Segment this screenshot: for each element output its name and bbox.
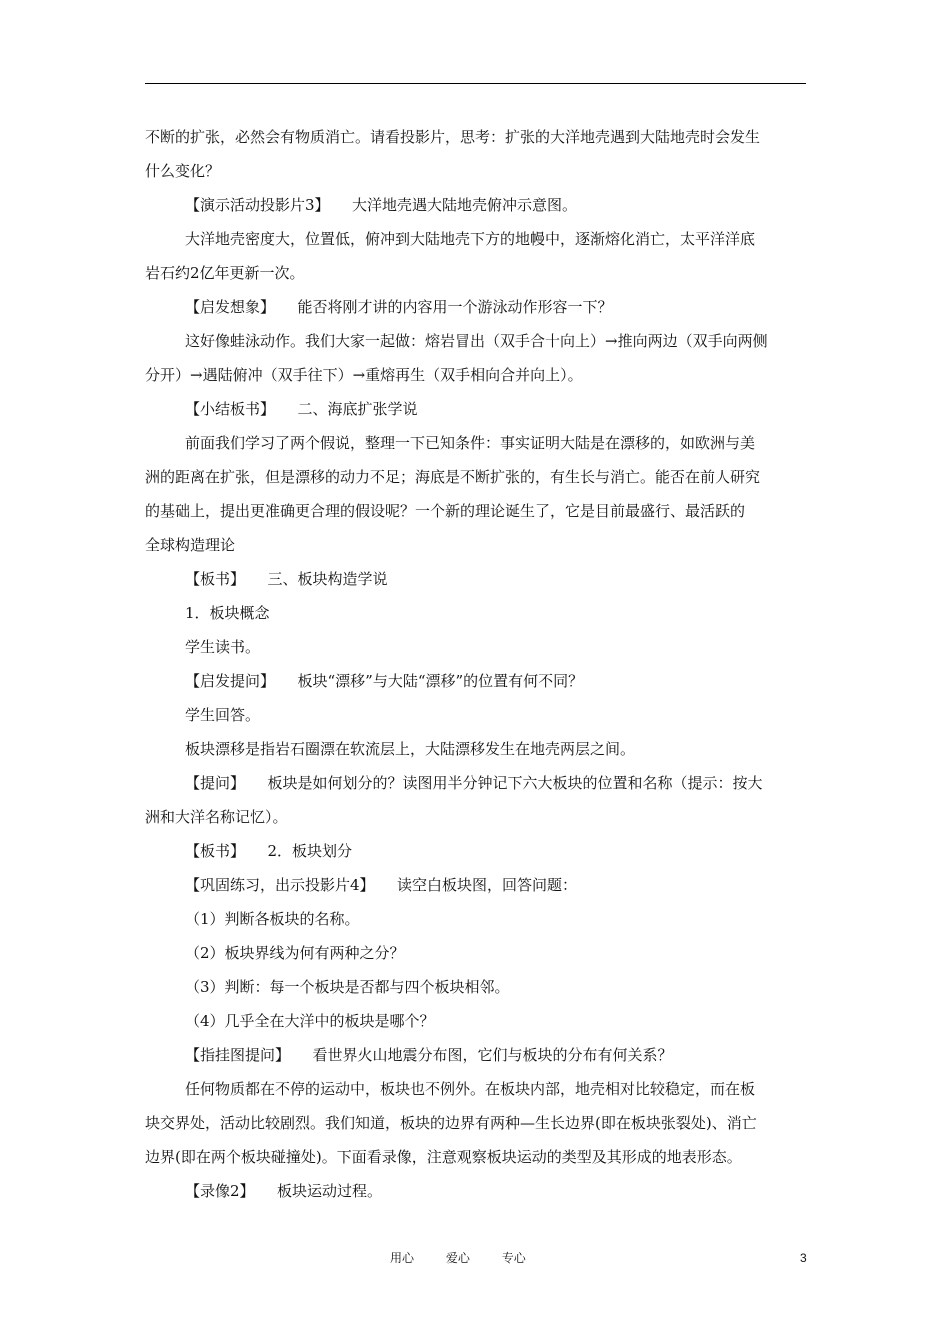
text-line: （1）判断各板块的名称。 [185, 910, 360, 928]
text-line: 【演示活动投影片3】 大洋地壳遇大陆地壳俯冲示意图。 [185, 196, 578, 214]
text-line: 不断的扩张，必然会有物质消亡。请看投影片，思考：扩张的大洋地壳遇到大陆地壳时会发生 [145, 128, 761, 146]
text-line: 【巩固练习，出示投影片4】 读空白板块图，回答问题： [185, 876, 578, 894]
text-line: 这好像蛙泳动作。我们大家一起做：熔岩冒出（双手合十向上）→推向两边（双手向两侧 [185, 332, 768, 350]
text-line: 【启发提问】 板块“漂移”与大陆“漂移”的位置有何不同？ [185, 672, 584, 690]
header-rule [145, 83, 806, 84]
text-line: 【板书】 2．板块划分 [185, 842, 353, 860]
motto-word: 专心 [501, 1251, 526, 1265]
text-line: 任何物质都在不停的运动中，板块也不例外。在板块内部，地壳相对比较稳定，而在板 [185, 1080, 756, 1098]
text-line: 边界(即在两个板块碰撞处)。下面看录像，注意观察板块运动的类型及其形成的地表形态。 [145, 1148, 742, 1166]
text-line: 的基础上，提出更准确更合理的假设呢？一个新的理论诞生了，它是目前最盛行、最活跃的 [145, 502, 746, 520]
text-line: 学生回答。 [185, 706, 261, 724]
text-line: （2）板块界线为何有两种之分？ [185, 944, 405, 962]
motto-word: 用心 [390, 1251, 415, 1265]
text-line: 【启发想象】 能否将刚才讲的内容用一个游泳动作形容一下？ [185, 298, 613, 316]
text-line: 洲和大洋名称记忆）。 [145, 808, 288, 826]
text-line: 洲的距离在扩张，但是漂移的动力不足；海底是不断扩张的，有生长与消亡。能否在前人研究 [145, 468, 761, 486]
text-line: （3）判断：每一个板块是否都与四个板块相邻。 [185, 978, 510, 996]
text-line: 板块漂移是指岩石圈漂在软流层上，大陆漂移发生在地壳两层之间。 [185, 740, 636, 758]
text-line: 全球构造理论 [145, 536, 236, 554]
text-line: 岩石约2亿年更新一次。 [145, 264, 305, 282]
text-line: 大洋地壳密度大，位置低，俯冲到大陆地壳下方的地幔中，逐渐熔化消亡，太平洋洋底 [185, 230, 756, 248]
text-line: 块交界处，活动比较剧烈。我们知道，板块的边界有两种—生长边界(即在板块张裂处)、消亡 [145, 1114, 757, 1132]
text-line: 分开）→遇陆俯冲（双手往下）→重熔再生（双手相向合并向上）。 [145, 366, 583, 384]
text-line: 【板书】 三、板块构造学说 [185, 570, 388, 588]
text-line: 【提问】 板块是如何划分的？读图用半分钟记下六大板块的位置和名称（提示：按大 [185, 774, 763, 792]
document-body [145, 120, 806, 1208]
text-line: 【录像2】 板块运动过程。 [185, 1182, 383, 1200]
text-line: 1．板块概念 [185, 604, 270, 622]
text-line: 【指挂图提问】 看世界火山地震分布图，它们与板块的分布有何关系？ [185, 1046, 673, 1064]
text-line: 什么变化？ [145, 162, 221, 180]
page-footer [0, 1248, 950, 1268]
motto-word: 爱心 [445, 1251, 470, 1265]
footer-motto [390, 1248, 554, 1268]
text-line: 前面我们学习了两个假说，整理一下已知条件：事实证明大陆是在漂移的，如欧洲与美 [185, 434, 756, 452]
text-line: 学生读书。 [185, 638, 261, 656]
text-line: 【小结板书】 二、海底扩张学说 [185, 400, 418, 418]
text-line: （4）几乎全在大洋中的板块是哪个？ [185, 1012, 435, 1030]
page-number: 3 [800, 1251, 807, 1265]
